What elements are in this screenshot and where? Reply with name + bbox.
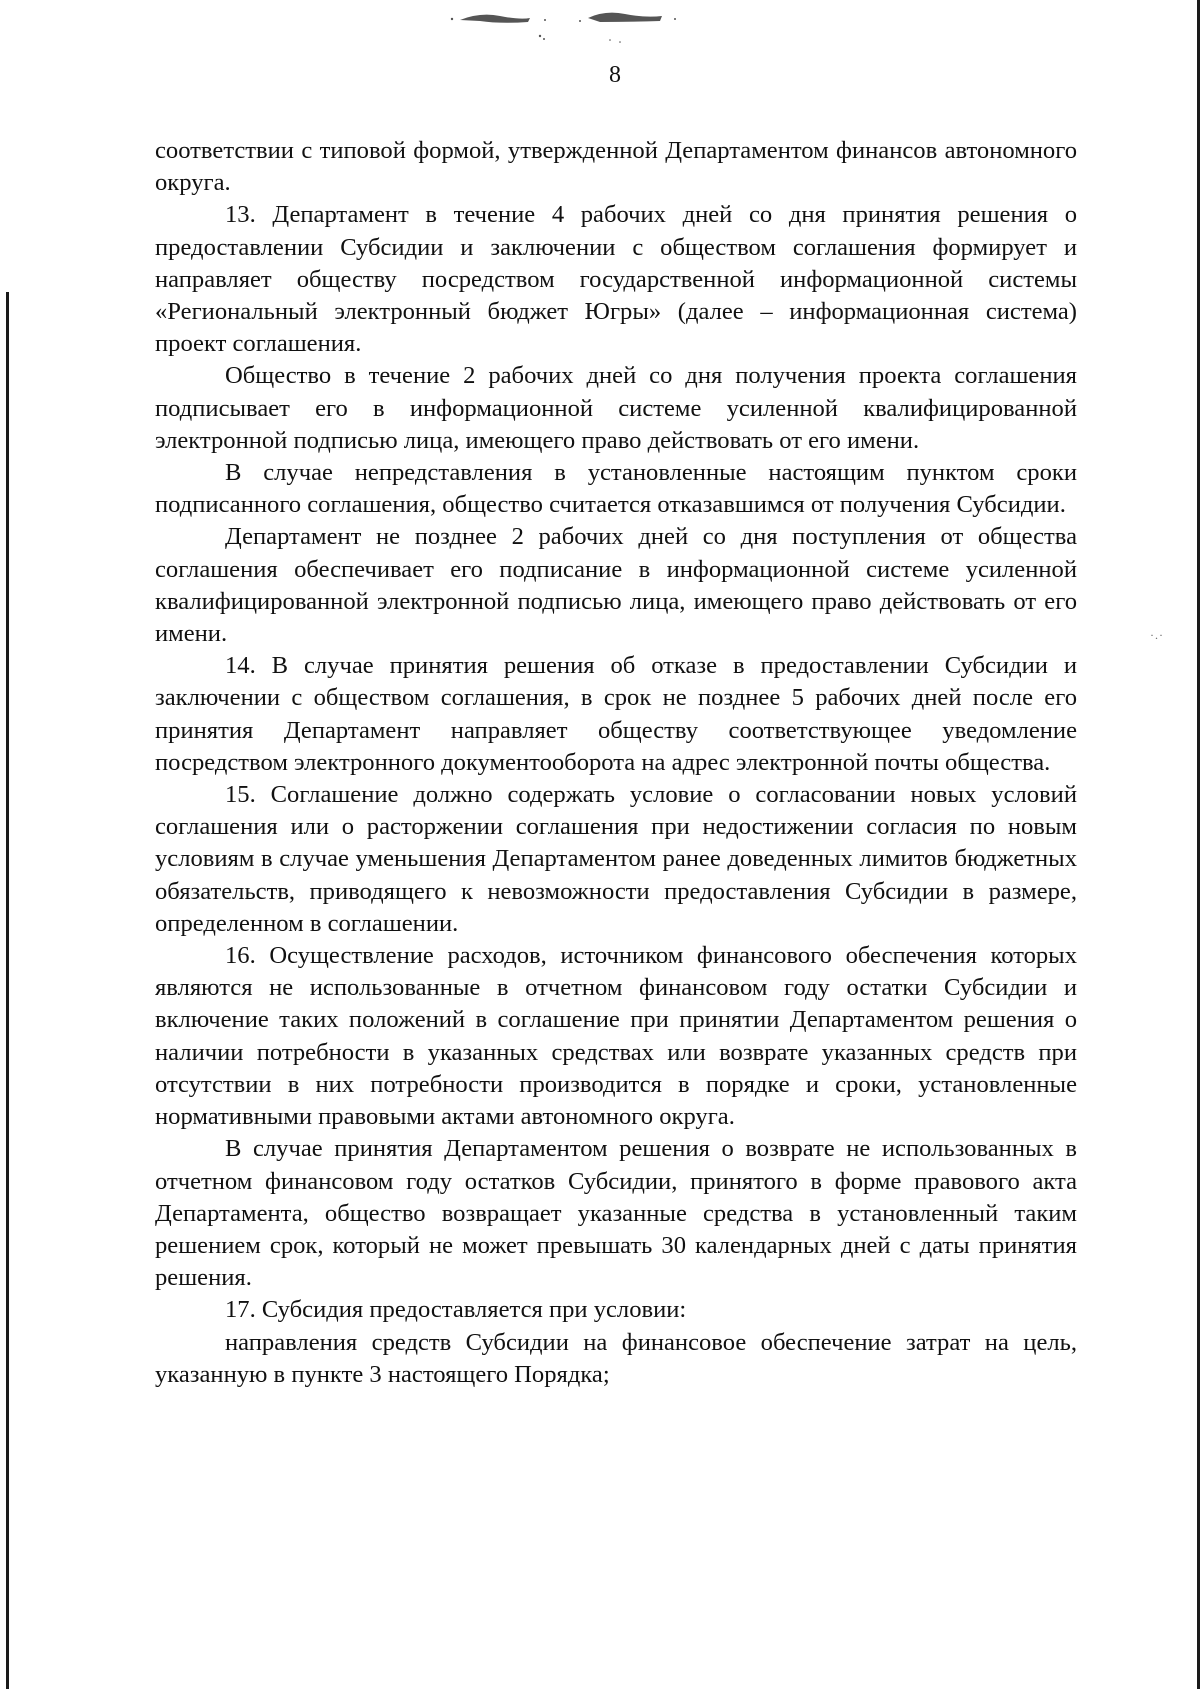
page-number: 8: [609, 62, 621, 88]
paragraph-1: соответствии с типовой формой, утвержденной Департаментом финансов автономного округа.: [155, 137, 1077, 197]
paragraph-4: В случае непредставления в установленные настоящим пунктом сроки подписанного соглашения, общество считается отказавшимся от получения Субсидии.: [155, 459, 1077, 519]
paragraph-7: 15. Соглашение должно содержать условие о согласовании новых условий соглашения или о расторжении соглашения при недостижении согласия по новым условиям в случае уменьшения Департаментом ранее доведенных лимитов бюджетных обязательств, приводящего к невозможности предоставления Субсидии в размере, определенном в соглашении.: [155, 781, 1077, 937]
paragraph-2: 13. Департамент в течение 4 рабочих дней со дня принятия решения о предоставлении Субсидии и заключении с обществом соглашения формирует и направляет обществу посредством государственной информационной системы «Региональный электронный бюджет Югры» (далее – информационная система) проект соглашения.: [155, 201, 1077, 358]
paragraph-11: направления средств Субсидии на финансовое обеспечение затрат на цель, указанную в пункте 3 настоящего Порядка;: [155, 1328, 1077, 1388]
scan-speck: ·.·: [1150, 628, 1164, 642]
paragraph-6: 14. В случае принятия решения об отказе в предоставлении Субсидии и заключении с обществом соглашения, в срок не позднее 5 рабочих дней после его принятия Департамент направляет обществу соответствующее уведомление посредством электронного документооборота на адрес электронной почты общества.: [155, 652, 1077, 776]
scan-edge-left: [6, 292, 9, 1689]
paragraph-10: 17. Субсидия предоставляется при условии:: [225, 1296, 687, 1324]
paragraph-3: Общество в течение 2 рабочих дней со дня получения проекта соглашения подписывает его в информационной системе усиленной квалифицированной электронной подписью лица, имеющего право действовать от его имени.: [155, 362, 1077, 454]
paragraph-9: В случае принятия Департаментом решения о возврате не использованных в отчетном финансовом году остатков Субсидии, принятого в форме правового акта Департамента, общество возвращает указанные средства в установленный таким решением срок, который не может превышать 30 календарных дней с даты принятия решения.: [155, 1135, 1077, 1292]
document-body: [155, 135, 1077, 1391]
paragraph-5: Департамент не позднее 2 рабочих дней со дня поступления от общества соглашения обеспечивает его подписание в информационной системе усиленной квалифицированной электронной подписью лица, имеющего право действовать от его имени.: [155, 523, 1077, 648]
scan-noise-marks: [430, 6, 770, 46]
paragraph-8: 16. Осуществление расходов, источником финансового обеспечения которых являются не использованные в отчетном финансовом году остатки Субсидии и включение таких положений в соглашение при принятии Департаментом решения о наличии потребности в указанных средствах или возврате указанных средств при отсутствии в них потребности производится в порядке и сроки, установленные нормативными правовыми актами автономного округа.: [155, 942, 1077, 1131]
